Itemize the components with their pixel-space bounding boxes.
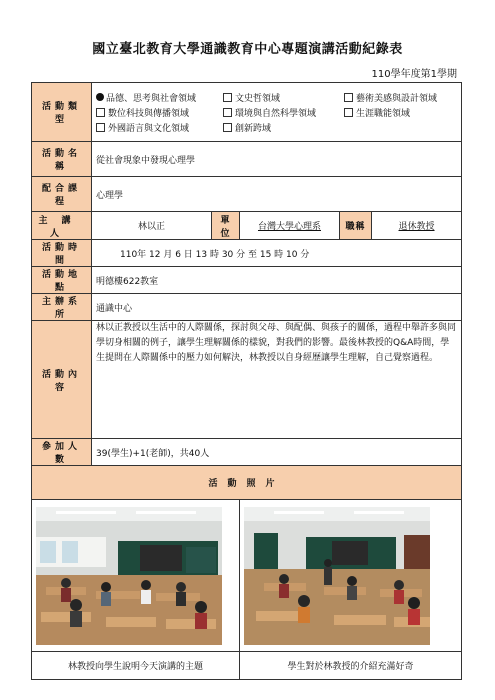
row-participants (32, 439, 462, 466)
row-course (32, 177, 462, 212)
label-speaker: 主講人 (32, 212, 92, 240)
photo-caption-2: 學生對於林教授的介紹充滿好奇 (240, 652, 462, 680)
speaker-value: 林以正 (92, 212, 212, 240)
checkbox-icon (96, 123, 105, 132)
row-speaker (32, 212, 462, 240)
location-value: 明德樓622教室 (92, 267, 462, 294)
activity-name-value: 從社會現象中發現心理學 (92, 142, 462, 177)
label-job-title: 職稱 (340, 212, 372, 240)
row-location (32, 267, 462, 294)
label-course: 配合課程 (32, 177, 92, 212)
photo-cell-1 (32, 500, 240, 652)
option-innovation[interactable]: 創新跨域 (223, 121, 344, 134)
option-languages[interactable]: 外國語言與文化領域 (96, 121, 223, 134)
checkbox-icon (223, 108, 232, 117)
label-activity-type: 活動類型 (32, 83, 92, 142)
row-activity-type (32, 83, 462, 142)
option-digital[interactable]: 數位科技與傳播領域 (96, 106, 223, 119)
checkbox-icon (344, 108, 353, 117)
row-content (32, 321, 462, 439)
activity-type-options (92, 83, 462, 142)
checkbox-icon (223, 93, 232, 102)
organizer-value: 通識中心 (92, 294, 462, 321)
row-captions (32, 652, 462, 680)
row-time (32, 240, 462, 267)
checkbox-icon (223, 123, 232, 132)
photos-header: 活動照片 (32, 466, 462, 500)
photo-caption-1: 林教授向學生說明今天演講的主題 (32, 652, 240, 680)
row-organizer (32, 294, 462, 321)
participants-value: 39(學生)+1(老師)，共40人 (92, 439, 462, 466)
option-arts[interactable]: 藝術美感與設計領域 (344, 91, 454, 104)
row-photos-header (32, 466, 462, 500)
row-activity-name (32, 142, 462, 177)
checkbox-icon (344, 93, 353, 102)
activity-record-form (31, 82, 462, 680)
option-humanities[interactable]: 文史哲領域 (223, 91, 344, 104)
time-value: 110年 12 月 6 日 13 時 30 分 至 15 時 10 分 (92, 240, 462, 267)
photo-cell-2 (240, 500, 462, 652)
label-unit: 單位 (212, 212, 240, 240)
checkbox-icon (96, 108, 105, 117)
label-activity-name: 活動名稱 (32, 142, 92, 177)
classroom-photo-1 (36, 507, 222, 645)
option-career[interactable]: 生涯職能領域 (344, 106, 454, 119)
unit-value: 台灣大學心理系 (240, 212, 340, 240)
option-ethics[interactable]: 品德、思考與社會領域 (96, 91, 223, 104)
course-value: 心理學 (92, 177, 462, 212)
label-organizer: 主辦系所 (32, 294, 92, 321)
job-title-value: 退休教授 (372, 212, 462, 240)
checked-bullet-icon (96, 93, 104, 101)
row-photos (32, 500, 462, 652)
label-participants: 參加人數 (32, 439, 92, 466)
option-environment[interactable]: 環境與自然科學領域 (223, 106, 344, 119)
label-time: 活動時間 (32, 240, 92, 267)
semester-label: 110學年度第1學期 (371, 69, 457, 80)
label-location: 活動地點 (32, 267, 92, 294)
content-value: 林以正教授以生活中的人際關係，探討與父母、與配偶、與孩子的關係，過程中舉許多與同學切身相關的例子，讓學生理解關係的樣貌，對我們的影響。最後林教授的Q&A時間，學生提問在人際關係中的壓力如何解決，林教授以自身經歷讓學生理解，自己覺察過程。 (92, 321, 462, 439)
label-content: 活動內容 (32, 321, 92, 439)
classroom-photo-2 (244, 507, 430, 645)
page-title: 國立臺北教育大學通識教育中心專題演講活動紀錄表 (92, 42, 403, 57)
